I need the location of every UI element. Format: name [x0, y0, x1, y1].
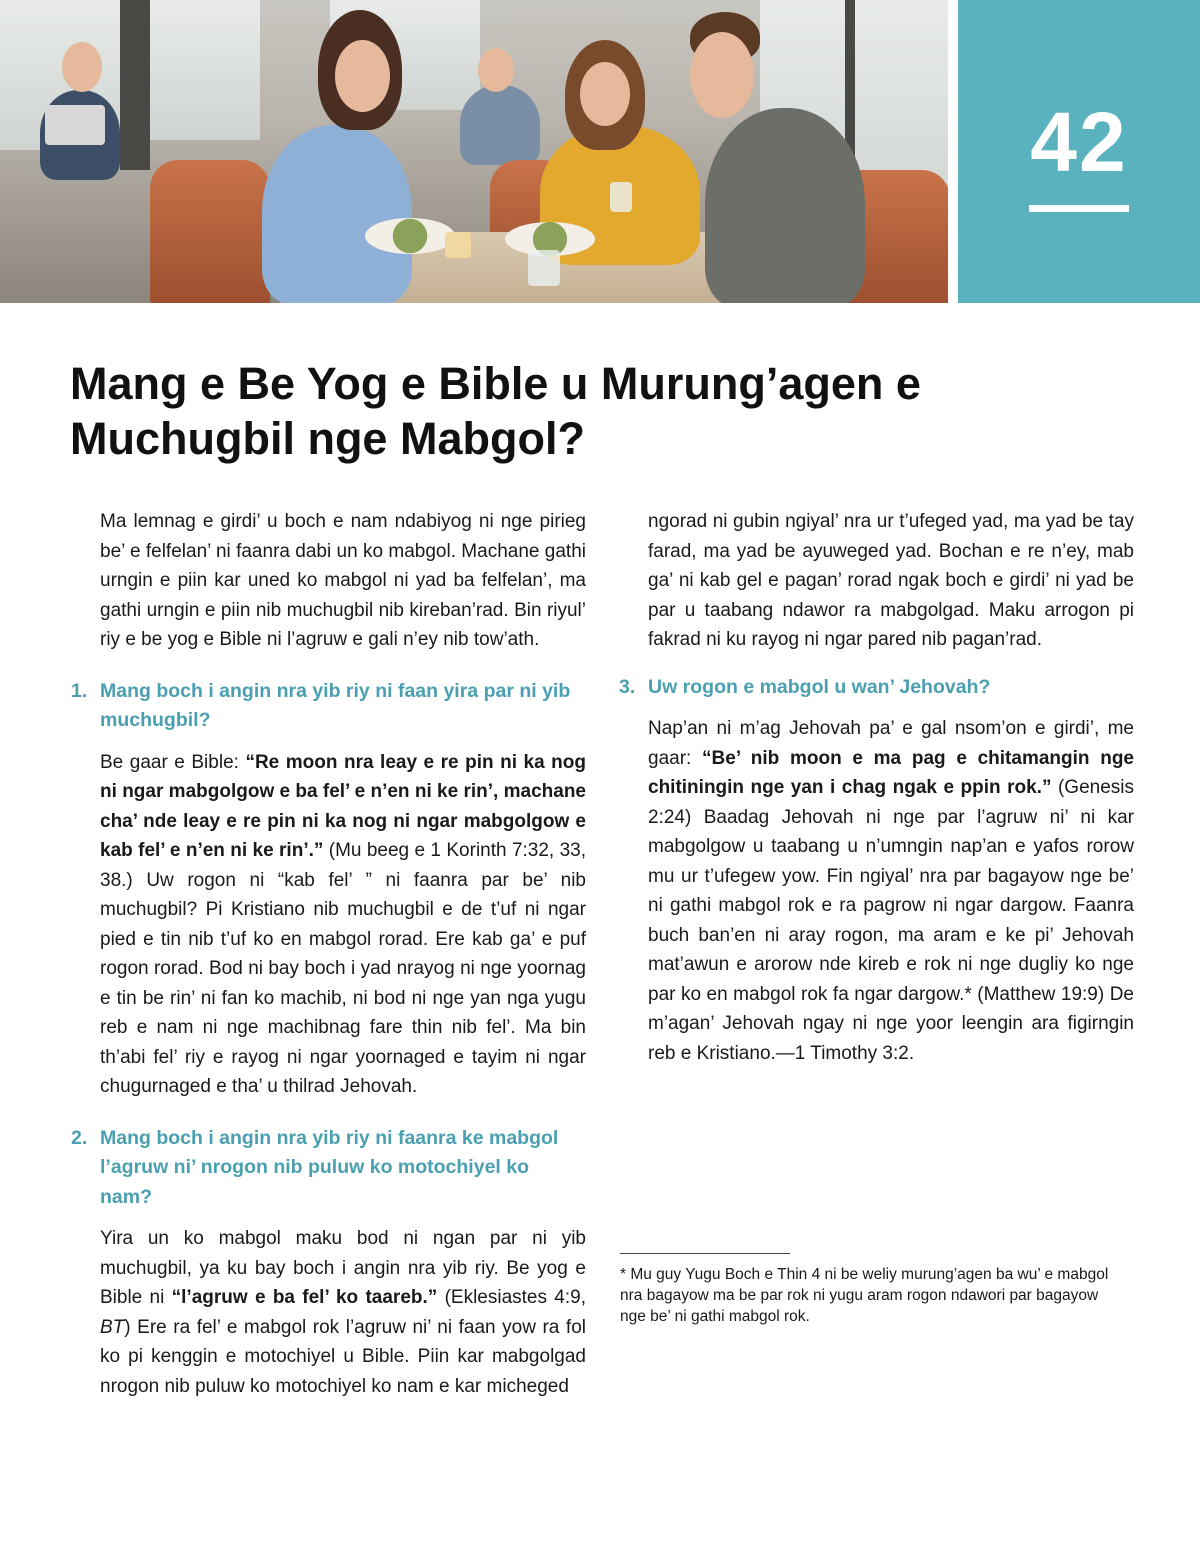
question-2-text: Mang boch i angin nra yib riy ni faanra ke mabgol l’agruw ni’ nrogon nib puluw ko motochiyel ko nam? — [100, 1126, 559, 1208]
chapter-tab — [958, 0, 1200, 303]
answer-2-bible-abbrev: BT — [100, 1316, 125, 1338]
question-1-number: 1. — [71, 679, 88, 702]
answer-2-ref: (Eklesiastes 4:9, — [437, 1287, 586, 1308]
question-3 — [619, 673, 1134, 703]
answer-2-paragraph — [100, 1224, 586, 1401]
answer-1-quote: “Re moon nra leay e re pin ni ka nog ni ngar mabgolgow e ba fel’ e n’en ni ke rin’, machane cha’ nde leay e re pin ni ka nog ni ngar mabgolgow e kab fel’ e n’en ni ke rin’.” — [100, 751, 586, 861]
chapter-number: 42 — [1030, 95, 1128, 189]
answer-3-lead: Nap’an ni m’ag Jehovah pa’ e gal nsom’on e girdi’, me gaar: — [648, 718, 1134, 769]
question-1 — [71, 677, 586, 736]
question-1-text: Mang boch i angin nra yib riy ni faan yira par ni yib muchugbil? — [100, 679, 571, 731]
answer-2-continuation: ngorad ni gubin ngiyal’ nra ur t’ufeged yad, ma yad be tay farad, ma yad be ayuweged yad. Bochan e re n’ey, mab ga’ ni kab gel e pagan’ rorad ngak boch e girdi’ ni yad be par u taabang ndawor ra mabgolgad. Maku arrogon pi fakrad ni ku rayog ni ngar pared nib pagan’rad. — [648, 511, 1134, 650]
footnote: * Mu guy Yugu Boch e Thin 4 ni be weliy murung’agen ba wu’ e mabgol nra bagayow ma be par rok ni yugu aram rogon ndawori par bagayow nge be’ ni gathi mabgol rok. — [620, 1266, 1109, 1325]
answer-1-paragraph — [100, 748, 586, 1102]
answer-3-paragraph — [648, 714, 1134, 1068]
answer-2-lead: Yira un ko mabgol maku bod ni ngan par ni yib muchugbil, ya ku bay boch i angin nra yib riy. Be yog e Bible ni — [100, 1228, 586, 1308]
page-title: Mang e Be Yog e Bible u Murung’agen e Muchugbil nge Mabgol? — [70, 358, 921, 464]
question-3-text: Uw rogon e mabgol u wan’ Jehovah? — [648, 675, 991, 698]
answer-1-lead: Be gaar e Bible: — [100, 751, 246, 773]
answer-2-quote: “l’agruw e ba fel’ ko taareb.” — [171, 1287, 438, 1308]
question-3-number: 3. — [619, 675, 636, 698]
answer-3-body: (Genesis 2:24) Baadag Jehovah ni nge par l’agruw ni’ ni kar mabgolgow u taabang u n’umngin nap’an e yafos rorow mu ur t’ufegew yow. Fin ngiyal’ nra par bagayow nge be’ ni gathi mabgol rok e ra pagrow ni ngar dargow. Faanra buch ban’en ni aray rogon, ma aram e ke pi’ Jehovah mat’awun e arorow nde kireb e rok ni nge dugliy ko nge par ko en mabgol rok fa ngar dargow.* (Matthew 19:9) De m’agan’ Jehovah ngay ni nge yoor leengin ara figirngin reb e Kristiano.—1 Timothy 3:2. — [648, 777, 1134, 1064]
answer-1-body: (Mu beeg e 1 Korinth 7:32, 33, 38.) Uw rogon ni “kab fel’ ” ni faanra par be’ nib muchugbil? Pi Kristiano nib muchugbil e de t’uf ni ngar pied e tin nib t’uf ko en mabgol rorad. Ere kab ga’ e puf rogon rorad. Bod ni bay boch i yad nrayog ni nge yoornag e tin be rin’ ni fan ko machib, ni bod ni nge yan nga yugu reb e nam ni nge machibnag fare thin nib fel’. Ma bin th’abi fel’ riy e rayog ni ngar yoornaged e tayim ni ngar chugurnaged e tha’ u thilrad Jehovah. — [100, 840, 586, 1097]
answer-3-quote: “Be’ nib moon e ma pag e chitamangin nge chitiningin nge yan i chag ngak e ppin rok.” — [648, 747, 1134, 798]
question-2-number: 2. — [71, 1126, 88, 1149]
chapter-underline — [1029, 205, 1129, 212]
question-2 — [71, 1124, 586, 1213]
right-column — [619, 507, 1134, 1068]
intro-paragraph: Ma lemnag e girdi’ u boch e nam ndabiyog ni nge pirieg be’ e felfelan’ ni faanra dabi un ko mabgol. Machane gathi urngin e piin kar uned ko mabgol ni yad ba felfelan’, ma gathi urngin e piin nib muchugbil nib kireban’rad. Bin riyul’ riy e be yog e Bible ni l’agruw e gali n’ey nib tow’ath. — [100, 511, 586, 650]
answer-2-body: ) Ere ra fel’ e mabgol rok l’agruw ni’ ni faan yow ra fol ko pi kenggin e motochiyel u Bible. Piin kar mabgolgad nrogon nib puluw ko motochiyel ko nam e kar micheged — [100, 1316, 586, 1397]
hero-photo — [0, 0, 948, 303]
footnote-divider — [620, 1253, 790, 1254]
left-column — [71, 507, 586, 1401]
